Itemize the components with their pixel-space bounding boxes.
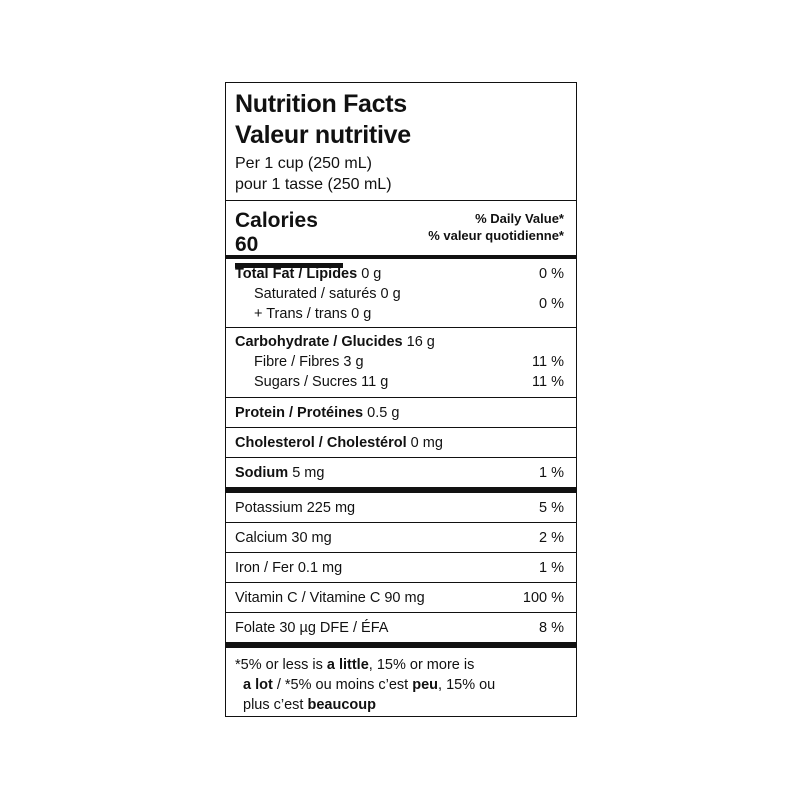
potassium-row (235, 493, 564, 522)
total-fat-amount: 0 g (357, 266, 382, 282)
potassium-label: Potassium 225 mg (235, 499, 356, 516)
folate-dv: 8 % (539, 619, 564, 636)
calories: Calories 60 (235, 209, 318, 256)
carbohydrate-amount: 16 g (402, 334, 435, 350)
iron-label: Iron / Fer 0.1 mg (235, 559, 343, 576)
sodium-amount: 5 mg (288, 464, 325, 481)
fibre-dv: 11 % (532, 354, 564, 370)
footnote-bold: beaucoup (307, 697, 376, 713)
nutrition-facts-label (225, 82, 577, 717)
sodium-dv: 1 % (539, 464, 564, 481)
saturated-dv: 0 % (539, 296, 564, 312)
total-fat-dv: 0 % (539, 266, 564, 282)
footnote (235, 648, 564, 715)
footnote-line-1 (235, 655, 564, 675)
trans-label: + Trans / trans 0 g (254, 306, 372, 322)
cholesterol-amount: 0 mg (406, 434, 443, 451)
footnote-text: *5% or less is (235, 657, 327, 673)
fat-section (235, 259, 564, 327)
footnote-bold: a little (326, 657, 369, 673)
serving-size-en: Per 1 cup (250 mL) (235, 155, 372, 172)
fibre-row (235, 352, 564, 372)
cholesterol-label: Cholesterol / Cholestérol (235, 434, 407, 451)
footnote-line-2 (235, 675, 564, 695)
total-fat-row (235, 264, 564, 284)
iron-dv: 1 % (539, 559, 564, 576)
calcium-row (235, 523, 564, 552)
saturated-trans-row (235, 284, 564, 324)
vitamin-c-label: Vitamin C / Vitamine C 90 mg (235, 589, 425, 606)
daily-value-header (428, 210, 564, 255)
footnote-text: , 15% ou (438, 677, 496, 693)
folate-label: Folate 30 µg DFE / ÉFA (235, 619, 389, 636)
potassium-dv: 5 % (539, 499, 564, 516)
fibre-label: Fibre / Fibres 3 g (254, 354, 364, 370)
carbohydrate-row (235, 332, 564, 352)
calcium-dv: 2 % (539, 529, 564, 546)
daily-value-en: % Daily Value* (475, 211, 564, 226)
title-fr: Valeur nutritive (235, 121, 411, 149)
sodium-row (235, 458, 564, 487)
footnote-line-3 (235, 695, 564, 715)
total-fat-label: Total Fat / Lipides (235, 266, 358, 282)
calcium-label: Calcium 30 mg (235, 529, 332, 546)
protein-amount: 0.5 g (363, 404, 400, 421)
sugars-label: Sugars / Sucres 11 g (254, 374, 389, 390)
protein-label: Protein / Protéines (235, 404, 364, 421)
footnote-text: , 15% or more is (368, 657, 475, 673)
iron-row (235, 553, 564, 582)
sodium-label: Sodium (235, 464, 289, 481)
vitamin-c-dv: 100 % (522, 589, 564, 606)
calories-row (235, 209, 564, 255)
carbohydrate-section (235, 328, 564, 397)
footnote-text: / *5% ou moins c’est (272, 677, 413, 693)
serving-size-fr: pour 1 tasse (250 mL) (235, 176, 392, 193)
sugars-dv: 11 % (532, 374, 564, 390)
title-en: Nutrition Facts (235, 90, 407, 118)
divider (226, 200, 576, 201)
sugars-row (235, 372, 564, 392)
cholesterol-row (235, 428, 564, 457)
footnote-bold: peu (412, 677, 439, 693)
footnote-bold: a lot (243, 677, 273, 693)
saturated-label: Saturated / saturés 0 g (254, 286, 401, 302)
footnote-text: plus c’est (243, 697, 308, 713)
protein-row (235, 398, 564, 427)
carbohydrate-label: Carbohydrate / Glucides (235, 334, 403, 350)
daily-value-fr: % valeur quotidienne* (428, 228, 564, 243)
folate-row (235, 613, 564, 642)
vitamin-c-row (235, 583, 564, 612)
